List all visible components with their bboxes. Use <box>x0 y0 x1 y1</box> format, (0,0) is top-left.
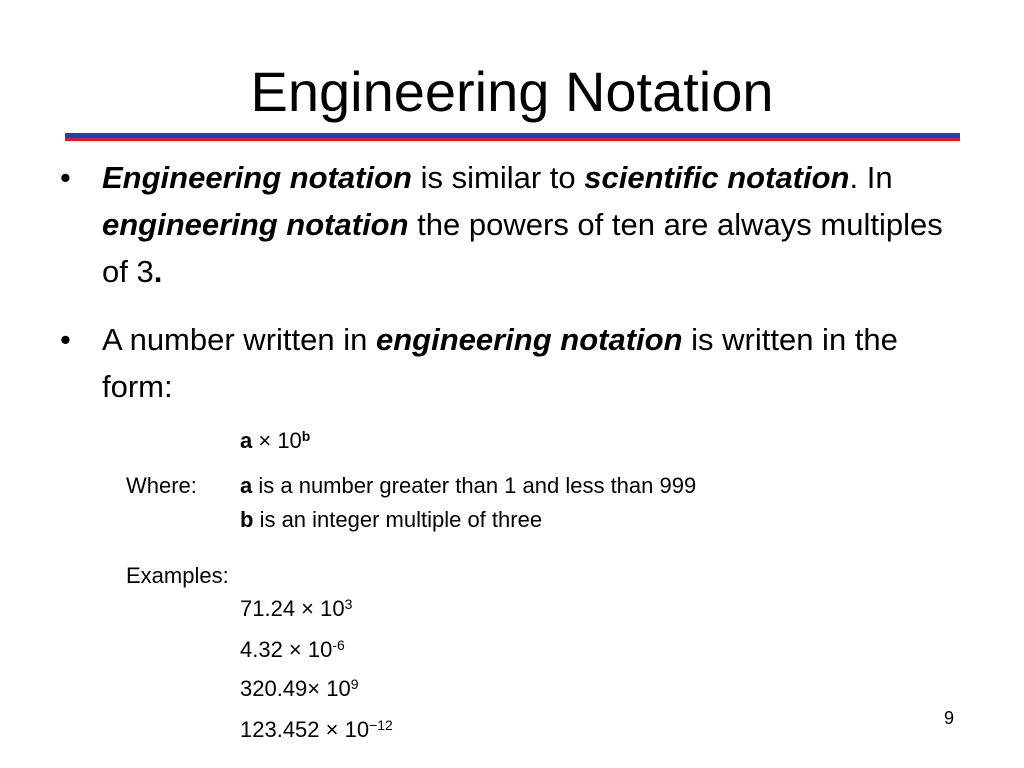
example-4 <box>240 717 393 743</box>
bullet-mark: • <box>60 160 71 195</box>
example-exponent: 9 <box>350 675 359 692</box>
formula-a: a <box>240 428 253 453</box>
title-underline-red <box>65 138 960 141</box>
examples-label: Examples: <box>126 563 229 588</box>
where-b-line <box>240 507 542 533</box>
example-mantissa: 123.452 × 10 <box>240 717 370 742</box>
bullet-text-1 <box>102 154 960 295</box>
bullet1-emphasis-5: engineering notation <box>102 207 409 242</box>
bullet2-text-1: A number written in <box>102 322 376 357</box>
bullet-item-1 <box>60 154 960 295</box>
bullet1-text-6: the powers of ten are always multiples of 3 <box>102 207 943 289</box>
example-mantissa: 4.32 × 10 <box>240 637 333 662</box>
bullet2-text-3: is written in the form: <box>102 322 898 404</box>
example-mantissa: 71.24 × 10 <box>240 596 345 621</box>
bullet1-period: . <box>153 254 163 289</box>
bullet-item-2 <box>60 316 960 410</box>
where-a-line <box>240 473 696 499</box>
bullet1-text-2: is similar to <box>412 160 585 195</box>
where-label: Where: <box>126 473 197 498</box>
bullet-mark: • <box>60 322 71 357</box>
bullet2-emphasis-2: engineering notation <box>375 322 683 357</box>
page-number: 9 <box>944 708 955 728</box>
example-2 <box>240 637 345 663</box>
where-b-desc: is an integer multiple of three <box>253 507 543 532</box>
formula <box>240 428 310 454</box>
example-1 <box>240 596 352 622</box>
slide-title: Engineering Notation <box>250 60 774 123</box>
example-exponent: 3 <box>344 595 353 612</box>
bullet-text-2 <box>102 316 960 410</box>
example-mantissa: 320.49× 10 <box>240 676 351 701</box>
where-a-var: a <box>240 473 253 498</box>
example-3 <box>240 676 359 702</box>
where-a-desc: is a number greater than 1 and less than 999 <box>252 473 697 498</box>
example-exponent: −12 <box>369 716 393 733</box>
bullet1-emphasis-1: Engineering notation <box>102 160 412 195</box>
formula-exponent: b <box>301 427 311 444</box>
example-exponent: -6 <box>332 636 345 653</box>
formula-times-ten: × 10 <box>252 428 302 453</box>
where-b-var: b <box>240 507 254 532</box>
bullet1-text-4: . In <box>849 160 893 195</box>
bullet1-emphasis-3: scientific notation <box>584 160 850 195</box>
